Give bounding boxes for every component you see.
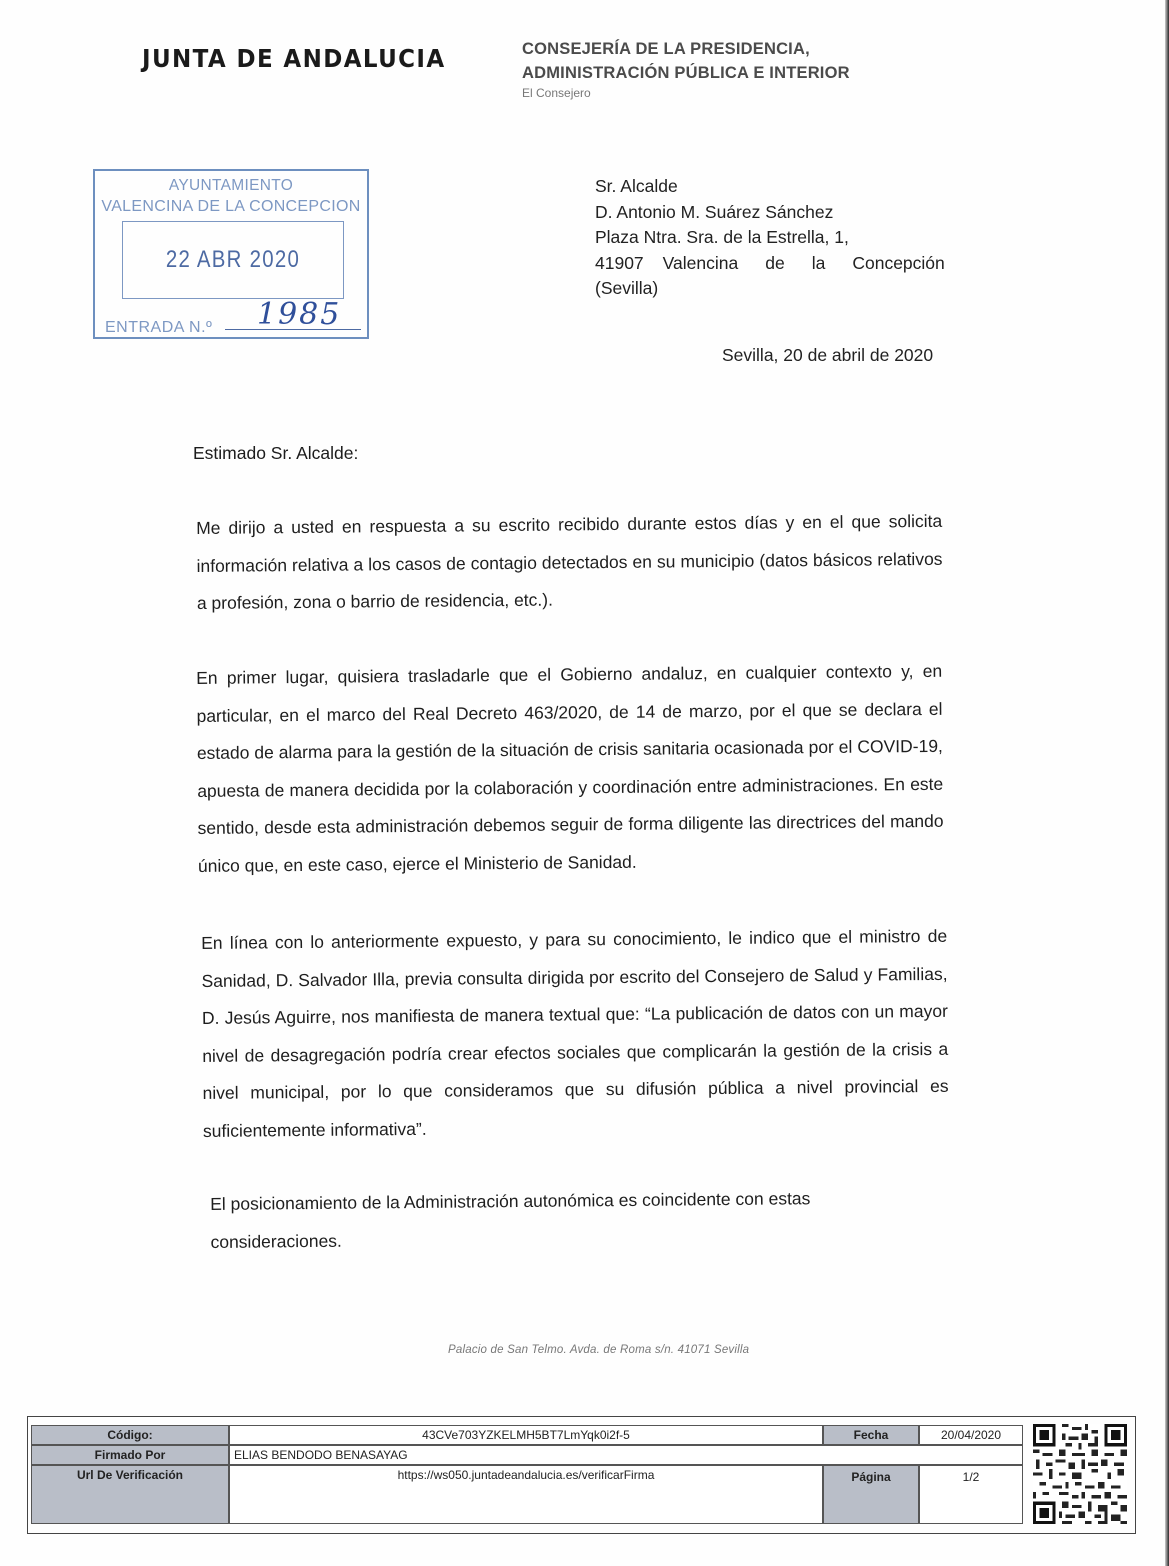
stamp-entry-number: 1985 [257, 297, 342, 332]
body-paragraph-1: Me dirijo a usted en respuesta a su escrito recibido durante estos días y en el que solicita información relativa a los casos de contagio detectados en su municipio (datos básicos relativos a profesión, zona o barrio de residencia, etc.). [196, 510, 943, 613]
body-paragraph-3: En línea con lo anteriormente expuesto, y para su conocimiento, le indico que el ministro de Sanidad, D. Salvador Illa, previa consulta dirigida por escrito del Consejero de Salud y Familias, D. Jesús Aguirre, nos manifiesta de manera textual que: “La publicación de datos con un mayor nivel de desagregación podría crear efectos sociales que complicarán la gestión de la crisis a nivel municipal, por lo que consideramos que su difusión pública a nivel provincial es suficientemente informativa”. [201, 925, 949, 1141]
department-line-2: ADMINISTRACIÓN PÚBLICA E INTERIOR [522, 64, 850, 82]
stamp-date-box [122, 221, 344, 299]
salutation: Estimado Sr. Alcalde: [193, 443, 359, 463]
page-label: Página [823, 1465, 919, 1524]
recipient-line-1: Sr. Alcalde [595, 176, 678, 196]
code-label: Código: [31, 1425, 229, 1445]
page-value: 1/2 [919, 1465, 1023, 1524]
qr-code-icon [1033, 1423, 1127, 1525]
registry-stamp [93, 169, 369, 339]
stamp-entry-label: ENTRADA N.º [105, 319, 213, 336]
signature-table [31, 1425, 1023, 1524]
stamp-entry-underline [225, 329, 361, 330]
stamp-line-1: AYUNTAMIENTO [168, 177, 294, 194]
junta-logo: JUNTA DE ANDALUCIA [142, 44, 446, 73]
date-label: Fecha [823, 1425, 919, 1445]
recipient-city-word: Valencina [662, 252, 739, 273]
department-sub: El Consejero [522, 86, 591, 100]
stamp-date: 22 ABR 2020 [165, 246, 301, 273]
place-and-date: Sevilla, 20 de abril de 2020 [722, 345, 934, 365]
stamp-line-2: VALENCINA DE LA CONCEPCION [101, 198, 361, 215]
page-edge-shadow [1165, 0, 1169, 1566]
footer-address: Palacio de San Telmo. Avda. de Roma s/n. 41071 Sevilla [448, 1344, 750, 1356]
code-value: 43CVe703YZKELMH5BT7LmYqk0i2f-5 [229, 1425, 823, 1445]
body-paragraph-4: El posicionamiento de la Administración autonómica es coincidente con estas consideraciones. [210, 1188, 811, 1252]
department-line-1: CONSEJERÍA DE LA PRESIDENCIA, [522, 40, 810, 58]
recipient-city-word: la [811, 252, 826, 273]
signed-label: Firmado Por [31, 1445, 229, 1465]
recipient-city-word: Concepción [852, 252, 945, 273]
recipient-line-2: D. Antonio M. Suárez Sánchez [595, 201, 834, 222]
date-value: 20/04/2020 [919, 1425, 1023, 1445]
body-paragraph-2: En primer lugar, quisiera trasladarle que el Gobierno andaluz, en cualquier contexto y, en particular, en el marco del Real Decreto 463/2020, de 14 de marzo, por el que se declara el estado de alarma para la gestión de la situación de crisis sanitaria ocasionada por el COVID-19, apuesta de manera decidida por la colaboración y coordinación entre administraciones. En este sentido, desde esta administración debemos seguir de forma diligente las directrices del mando único que, en este caso, ejerce el Ministerio de Sanidad. [196, 660, 944, 876]
recipient-postcode: 41907 [595, 252, 644, 273]
recipient-city-word: de [765, 252, 785, 273]
url-label: Url De Verificación [31, 1465, 229, 1524]
recipient-postcode-city [595, 251, 945, 277]
recipient-line-3: Plaza Ntra. Sra. de la Estrella, 1, [595, 227, 849, 247]
signed-value: ELIAS BENDODO BENASAYAG [229, 1445, 1023, 1465]
signature-verification-box [27, 1416, 1136, 1534]
recipient-address [595, 174, 945, 302]
recipient-province: (Sevilla) [595, 278, 659, 298]
department-header [522, 37, 850, 100]
url-value[interactable]: https://ws050.juntadeandalucia.es/verificarFirma [229, 1465, 823, 1524]
